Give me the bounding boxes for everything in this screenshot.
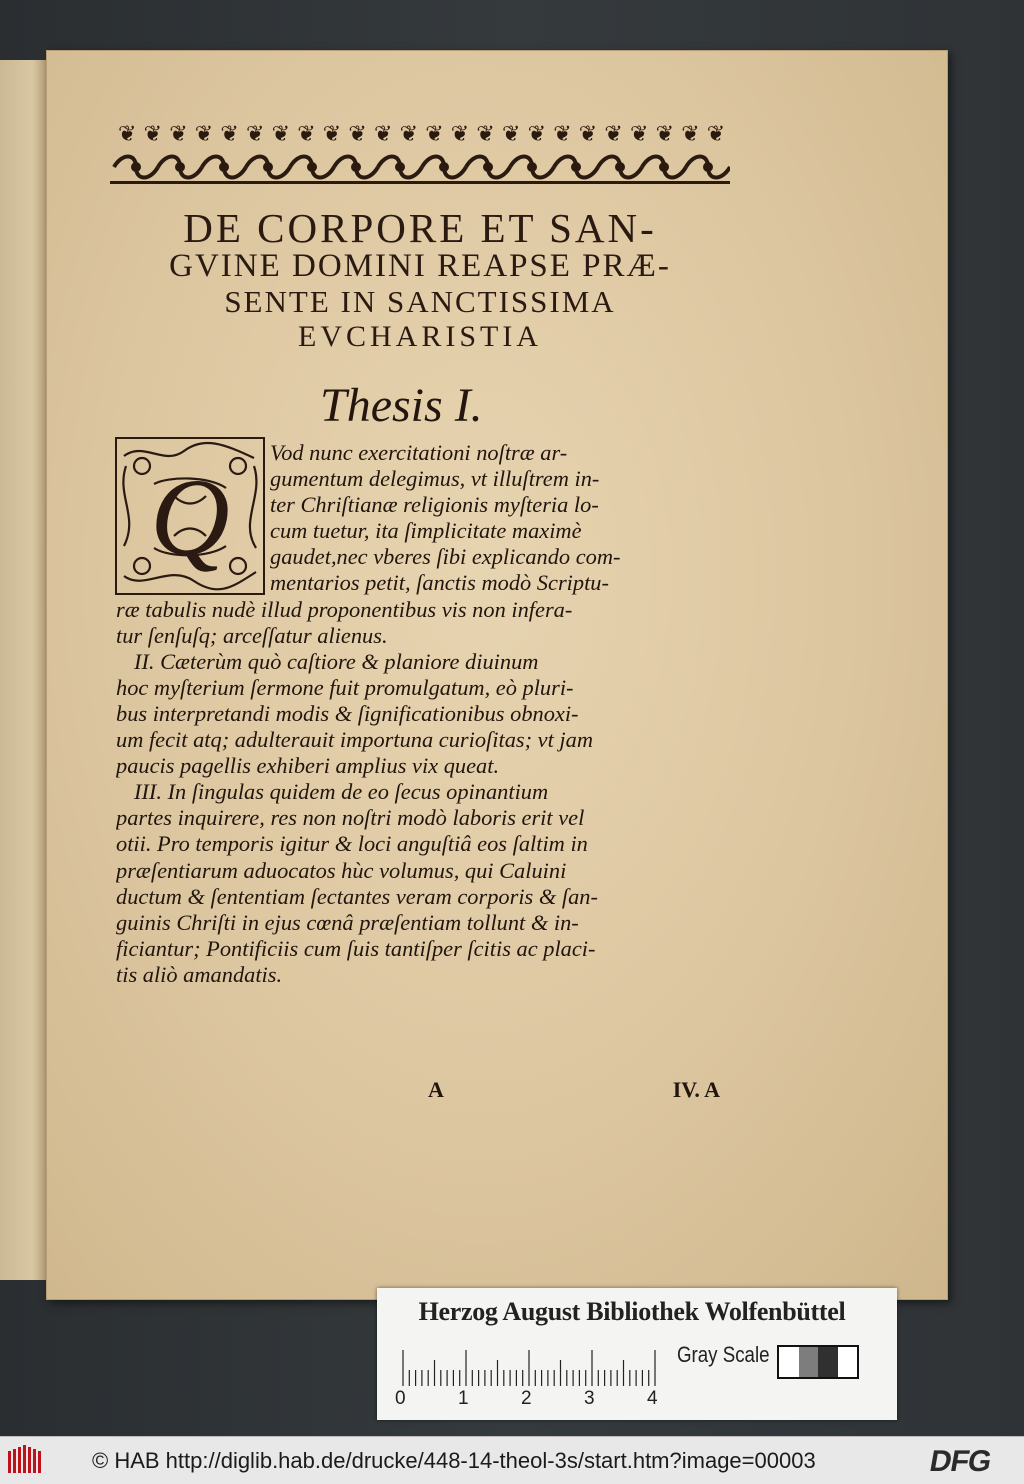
text-line: præſentiarum aduocatos hùc volumus, qui Caluini	[116, 857, 567, 883]
text-line: Vod nunc exercitationi noſtræ ar-	[270, 440, 568, 465]
fleuron-icon: ❦	[399, 122, 419, 147]
fleuron-icon: ❦	[118, 122, 137, 147]
fleuron-icon: ❦	[502, 122, 521, 147]
ruler-labels	[395, 1388, 675, 1414]
scroll-ornament	[703, 162, 713, 172]
scroll-ornament	[659, 162, 669, 172]
catchword: IV. A	[672, 1077, 720, 1102]
grayscale-bar	[777, 1345, 859, 1379]
text-line: otii. Pro temporis igitur & loci anguſtiâ eos ſaltim in	[116, 831, 588, 857]
fleuron-icon: ❦	[706, 122, 726, 147]
ruler-number: 2	[521, 1388, 532, 1409]
ruler-number: 3	[584, 1388, 595, 1409]
text-line: ter Chriſtianæ religionis myſteria lo-	[270, 492, 599, 518]
text-line: III. In ſingulas quidem de eo ſecus opinantium	[134, 779, 549, 805]
gray-patch	[799, 1347, 819, 1377]
fleuron-icon: ❦	[143, 122, 163, 147]
fleuron-icon: ❦	[425, 122, 444, 147]
text-line: gaudet,nec vberes ſibi explicando com-	[270, 544, 621, 570]
scroll-ornament	[395, 162, 405, 172]
fleuron-icon: ❦	[450, 122, 470, 147]
title-line: SENTE IN SANCTISSIMA	[224, 284, 616, 319]
ruler-number: 0	[395, 1388, 406, 1409]
fleuron-icon: ❦	[271, 122, 291, 147]
scroll-ornament	[571, 162, 581, 172]
ornament-rule	[110, 181, 730, 184]
ruler-scale	[401, 1348, 663, 1388]
text-line: paucis pagellis exhiberi amplius vix queat.	[116, 753, 500, 779]
fleuron-icon: ❦	[169, 122, 188, 147]
fleuron-icon: ❦	[374, 122, 393, 147]
scroll-ornament	[219, 162, 229, 172]
page-title	[100, 205, 740, 356]
text-line: guinis Chriſti in ejus cœnâ præſentiam tollunt & in-	[116, 909, 579, 935]
text-line: II. Cæterùm quò caſtiore & planiore diuinum	[134, 648, 539, 674]
text-line: hoc myſterium ſermone fuit promulgatum, eò pluri-	[116, 674, 574, 700]
title-line: GVINE DOMINI REAPSE PRÆ-	[169, 248, 671, 284]
title-line: DE CORPORE ET SAN-	[183, 205, 657, 251]
credit-link[interactable]: © HAB http://diglib.hab.de/drucke/448-14-theol-3s/start.htm?image=00003	[92, 1448, 816, 1473]
text-line: bus interpretandi modis & ſignificationibus obnoxi-	[116, 700, 579, 726]
fleuron-icon: ❦	[297, 122, 316, 147]
color-reference-card	[377, 1288, 897, 1420]
dfg-logo: DFG	[927, 1445, 994, 1478]
fleuron-icon: ❦	[553, 122, 572, 147]
fleuron-icon: ❦	[630, 122, 649, 147]
dropcap-letter: Q	[150, 456, 230, 578]
fleuron-icon: ❦	[578, 122, 598, 147]
scroll-ornament	[439, 162, 449, 172]
text-line: tur ſenſuſq; arceſſatur alienus.	[116, 622, 388, 648]
gray-patch	[838, 1347, 858, 1377]
scroll-ornament	[527, 162, 537, 172]
ornament-svg	[110, 117, 730, 189]
scroll-ornament	[263, 162, 273, 172]
text-line: um fecit atq; adulterauit importuna curioſitas; vt jam	[116, 727, 594, 753]
text-line: ræ tabulis nudè illud proponentibus vis non infera-	[116, 596, 573, 622]
text-line: partes inquirere, res non noſtri modò laboris erit vel	[116, 805, 585, 831]
gray-patch	[818, 1347, 838, 1377]
text-line: gumentum delegimus, vt illuſtrem in-	[270, 466, 600, 492]
hab-logo-icon	[8, 1445, 44, 1475]
gray-patch	[779, 1347, 799, 1377]
scroll-ornament	[615, 162, 625, 172]
title-line: EVCHARISTIA	[298, 320, 542, 353]
ornamental-header-band	[110, 117, 730, 189]
scroll-ornament	[307, 162, 317, 172]
fleuron-icon: ❦	[604, 122, 623, 147]
signature-mark: A	[428, 1077, 444, 1102]
scroll-ornament	[483, 162, 493, 172]
scroll-ornament	[131, 162, 141, 172]
text-line: tis aliò amandatis.	[116, 961, 283, 987]
fleuron-icon: ❦	[220, 122, 239, 147]
text-line: ficiantur; Pontificiis cum ſuis tantiſper ſcitis ac placi-	[116, 935, 596, 961]
thesis-heading: Thesis I.	[320, 379, 483, 432]
grayscale-label: Gray Scale	[677, 1342, 770, 1367]
fleuron-icon: ❦	[476, 122, 495, 147]
fleuron-icon: ❦	[322, 122, 342, 147]
fleuron-icon: ❦	[681, 122, 700, 147]
previous-page-edge	[0, 60, 47, 1280]
ruler-number: 1	[458, 1388, 469, 1409]
text-line: ductum & ſententiam ſectantes veram corporis & ſan-	[116, 883, 598, 909]
body-text	[116, 440, 736, 988]
fleuron-icon: ❦	[655, 122, 675, 147]
scroll-ornament	[175, 162, 185, 172]
fleuron-icon: ❦	[194, 122, 214, 147]
text-line: cum tuetur, ita ſimplicitate maximè	[270, 518, 582, 544]
attribution-bar	[0, 1436, 1024, 1484]
ruler-number: 4	[647, 1388, 658, 1409]
fleuron-icon: ❦	[246, 122, 265, 147]
fleuron-icon: ❦	[348, 122, 367, 147]
fleuron-icon: ❦	[527, 122, 547, 147]
card-title: Herzog August Bibliothek Wolfenbüttel	[418, 1297, 846, 1326]
scroll-ornament	[351, 162, 361, 172]
text-line: mentarios petit, ſanctis modò Scriptu-	[270, 570, 609, 596]
